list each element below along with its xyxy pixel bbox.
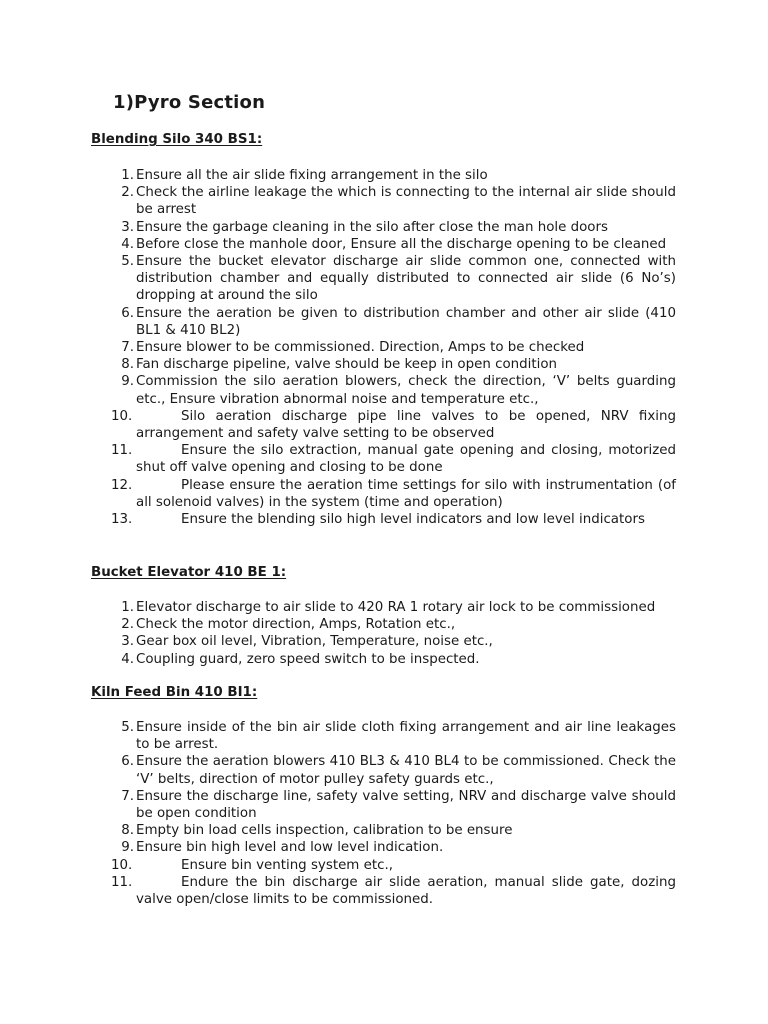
list-item-text: Coupling guard, zero speed switch to be inspected. xyxy=(136,651,480,667)
list-item-number: 10. xyxy=(111,408,133,424)
section-heading-blending-silo: Blending Silo 340 BS1: xyxy=(91,132,263,147)
list-item xyxy=(106,408,676,442)
list-item-text: Elevator discharge to air slide to 420 RA 1 rotary air lock to be commissioned xyxy=(136,600,656,615)
list-item-text: Ensure blower to be commissioned. Direction, Amps to be checked xyxy=(136,340,585,356)
list-item-number: 9. xyxy=(121,374,134,390)
list-item xyxy=(106,616,676,633)
kiln-feed-bin-list xyxy=(106,719,676,908)
list-item-text: Please ensure the aeration time settings for silo with instrumentation (of all solenoid valves) in the system (time and operation) xyxy=(136,477,676,510)
list-item-number: 4. xyxy=(121,651,134,667)
list-item xyxy=(106,477,676,511)
list-item xyxy=(106,305,676,339)
list-item-number: 3. xyxy=(121,634,134,650)
list-item-text: Before close the manhole door, Ensure all the discharge opening to be cleaned xyxy=(136,236,667,252)
list-item-text: Fan discharge pipeline, valve should be keep in open condition xyxy=(136,357,558,373)
list-item xyxy=(106,753,676,787)
list-item-text: Gear box oil level, Vibration, Temperature, noise etc., xyxy=(136,634,493,650)
list-item-number: 11. xyxy=(111,443,133,459)
list-item-text: Ensure the bucket elevator discharge air slide common one, connected with distribution chamber and equally distributed to connected air slide (6 No’s) dropping at around the silo xyxy=(136,254,676,304)
list-item xyxy=(106,356,676,373)
list-item-text: Ensure the garbage cleaning in the silo after close the man hole doors xyxy=(136,219,608,235)
section-heading-bucket-elevator: Bucket Elevator 410 BE 1: xyxy=(91,565,287,580)
list-item-number: 1. xyxy=(121,600,134,615)
bucket-elevator-list xyxy=(106,599,676,668)
list-item-text: Endure the bin discharge air slide aeration, manual slide gate, dozing valve open/close limits to be commissioned. xyxy=(136,874,676,908)
list-item-text: Ensure the aeration be given to distribution chamber and other air slide (410 BL1 & 410 BL2) xyxy=(136,305,676,338)
list-item xyxy=(106,719,676,753)
blending-silo-list xyxy=(106,167,676,528)
list-item xyxy=(106,874,676,908)
list-item-number: 7. xyxy=(121,340,134,356)
list-item xyxy=(106,167,676,184)
list-item-text: Silo aeration discharge pipe line valves to be opened, NRV fixing arrangement and safety valve setting to be observed xyxy=(136,408,676,442)
list-item-text: Ensure inside of the bin air slide cloth fixing arrangement and air line leakages to be arrest. xyxy=(136,720,676,753)
list-item-text: Ensure the aeration blowers 410 BL3 & 410 BL4 to be commissioned. Check the ‘V’ belts, direction of motor pulley safety guards etc., xyxy=(136,754,676,787)
list-item-number: 1. xyxy=(121,168,134,183)
list-item-number: 6. xyxy=(121,754,134,770)
list-item xyxy=(106,857,676,874)
list-item-number: 10. xyxy=(111,857,133,873)
list-item-number: 9. xyxy=(121,840,134,856)
list-item-text: Commission the silo aeration blowers, check the direction, ‘V’ belts guarding etc., Ensure vibration abnormal noise and temperature etc., xyxy=(136,374,676,407)
page-title: 1)Pyro Section xyxy=(113,92,266,113)
list-item xyxy=(106,651,676,668)
list-item-text: Ensure the discharge line, safety valve setting, NRV and discharge valve should be open condition xyxy=(136,788,676,822)
list-item-number: 2. xyxy=(121,185,134,201)
list-item-number: 4. xyxy=(121,236,134,252)
list-item xyxy=(106,822,676,839)
list-item xyxy=(106,219,676,236)
list-item-text: Empty bin load cells inspection, calibration to be ensure xyxy=(136,823,513,839)
list-item-number: 3. xyxy=(121,219,134,235)
list-item xyxy=(106,788,676,822)
list-item xyxy=(106,511,676,528)
list-item-text: Check the motor direction, Amps, Rotation etc., xyxy=(136,617,456,633)
list-item-number: 12. xyxy=(111,477,133,493)
list-item-text: Check the airline leakage the which is connecting to the internal air slide should be arrest xyxy=(136,185,676,218)
list-item-number: 5. xyxy=(121,720,134,735)
list-item xyxy=(106,253,676,305)
list-item-number: 2. xyxy=(121,617,134,633)
section-heading-kiln-feed-bin: Kiln Feed Bin 410 BI1: xyxy=(91,685,258,700)
list-item-text: Ensure all the air slide fixing arrangement in the silo xyxy=(136,168,488,183)
list-item xyxy=(106,373,676,407)
list-item xyxy=(106,236,676,253)
list-item-number: 8. xyxy=(121,357,134,373)
list-item xyxy=(106,839,676,856)
list-item-number: 13. xyxy=(111,512,133,528)
list-item-text: Ensure the blending silo high level indicators and low level indicators xyxy=(181,512,645,528)
list-item-text: Ensure the silo extraction, manual gate opening and closing, motorized shut off valve opening and closing to be done xyxy=(136,443,676,476)
list-item-number: 7. xyxy=(121,788,134,804)
list-item-number: 8. xyxy=(121,823,134,839)
list-item-text: Ensure bin venting system etc., xyxy=(181,857,393,873)
list-item xyxy=(106,442,676,476)
list-item xyxy=(106,339,676,356)
list-item xyxy=(106,599,676,616)
list-item-text: Ensure bin high level and low level indication. xyxy=(136,840,444,856)
list-item-number: 6. xyxy=(121,305,134,321)
list-item-number: 11. xyxy=(111,874,133,890)
list-item xyxy=(106,184,676,218)
list-item xyxy=(106,633,676,650)
list-item-number: 5. xyxy=(121,254,134,270)
